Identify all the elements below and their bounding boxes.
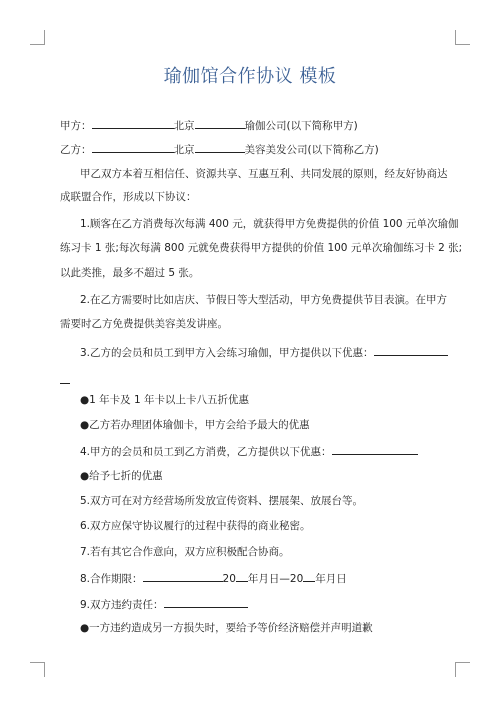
clause-1-line-1: 1.顾客在乙方消费每次每满 400 元，就获得甲方免费提供的价值 100 元单次瑜伽 — [80, 218, 459, 230]
clause-1-line-3: 以此类推，最多不超过 5 张。 — [60, 267, 200, 279]
clause-4-line: 4.甲方的会员和员工到乙方消费，乙方提供以下优惠： — [80, 443, 450, 459]
page-corner-mark — [30, 662, 45, 677]
party-a-line: 甲方： 北京 瑜伽公司(以下简称甲方) — [60, 117, 450, 133]
blank-underline — [60, 383, 70, 384]
clause-9-line: 9.双方违约责任： — [80, 596, 450, 612]
clause-5-line: 5.双方可在对方经营场所发放宣传资料、摆展架、放展台等。 — [80, 495, 364, 507]
bullet-group-card: ●乙方若办理团体瑜伽卡，甲方会给予最大的优惠 — [80, 419, 310, 431]
bullet-breach: ●一方违约造成另一方损失时，要给予等价经济赔偿并声明道歉 — [80, 622, 373, 634]
party-b-line: 乙方： 北京 美容美发公司(以下简称乙方) — [60, 141, 450, 157]
clause-7-line: 7.若有其它合作意向，双方应积极配合协商。 — [80, 546, 290, 558]
page-corner-mark — [455, 30, 470, 45]
document-title: 瑜伽馆合作协议 模板 — [163, 66, 337, 87]
intro-line-2: 成联盟合作，形成以下协议： — [60, 191, 197, 203]
clause-3-line: 3.乙方的会员和员工到甲方入会练习瑜伽，甲方提供以下优惠： — [80, 344, 450, 360]
clause-2-line-2: 需要时乙方免费提供美容美发讲座。 — [60, 318, 228, 330]
page-corner-mark — [30, 30, 45, 45]
bullet-discount: ●给予七折的优惠 — [80, 470, 163, 482]
intro-line-1: 甲乙双方本着互相信任、资源共享、互惠互利、共同发展的原则，经友好协商达 — [80, 168, 448, 180]
bullet-annual-card: ●1 年卡及 1 年卡以上卡八五折优惠 — [80, 394, 250, 406]
page-corner-mark — [455, 662, 470, 677]
clause-1-line-2: 练习卡 1 张;每次每满 800 元就免费获得甲方提供的价值 100 元单次瑜伽练习卡 2 张; — [60, 242, 463, 254]
clause-8-line: 8.合作期限： 20 年月日—20 年月日 — [80, 570, 450, 586]
clause-2-line-1: 2.在乙方需要时比如店庆、节假日等大型活动，甲方免费提供节目表演。在甲方 — [80, 294, 448, 306]
clause-6-line: 6.双方应保守协议履行的过程中获得的商业秘密。 — [80, 520, 311, 532]
